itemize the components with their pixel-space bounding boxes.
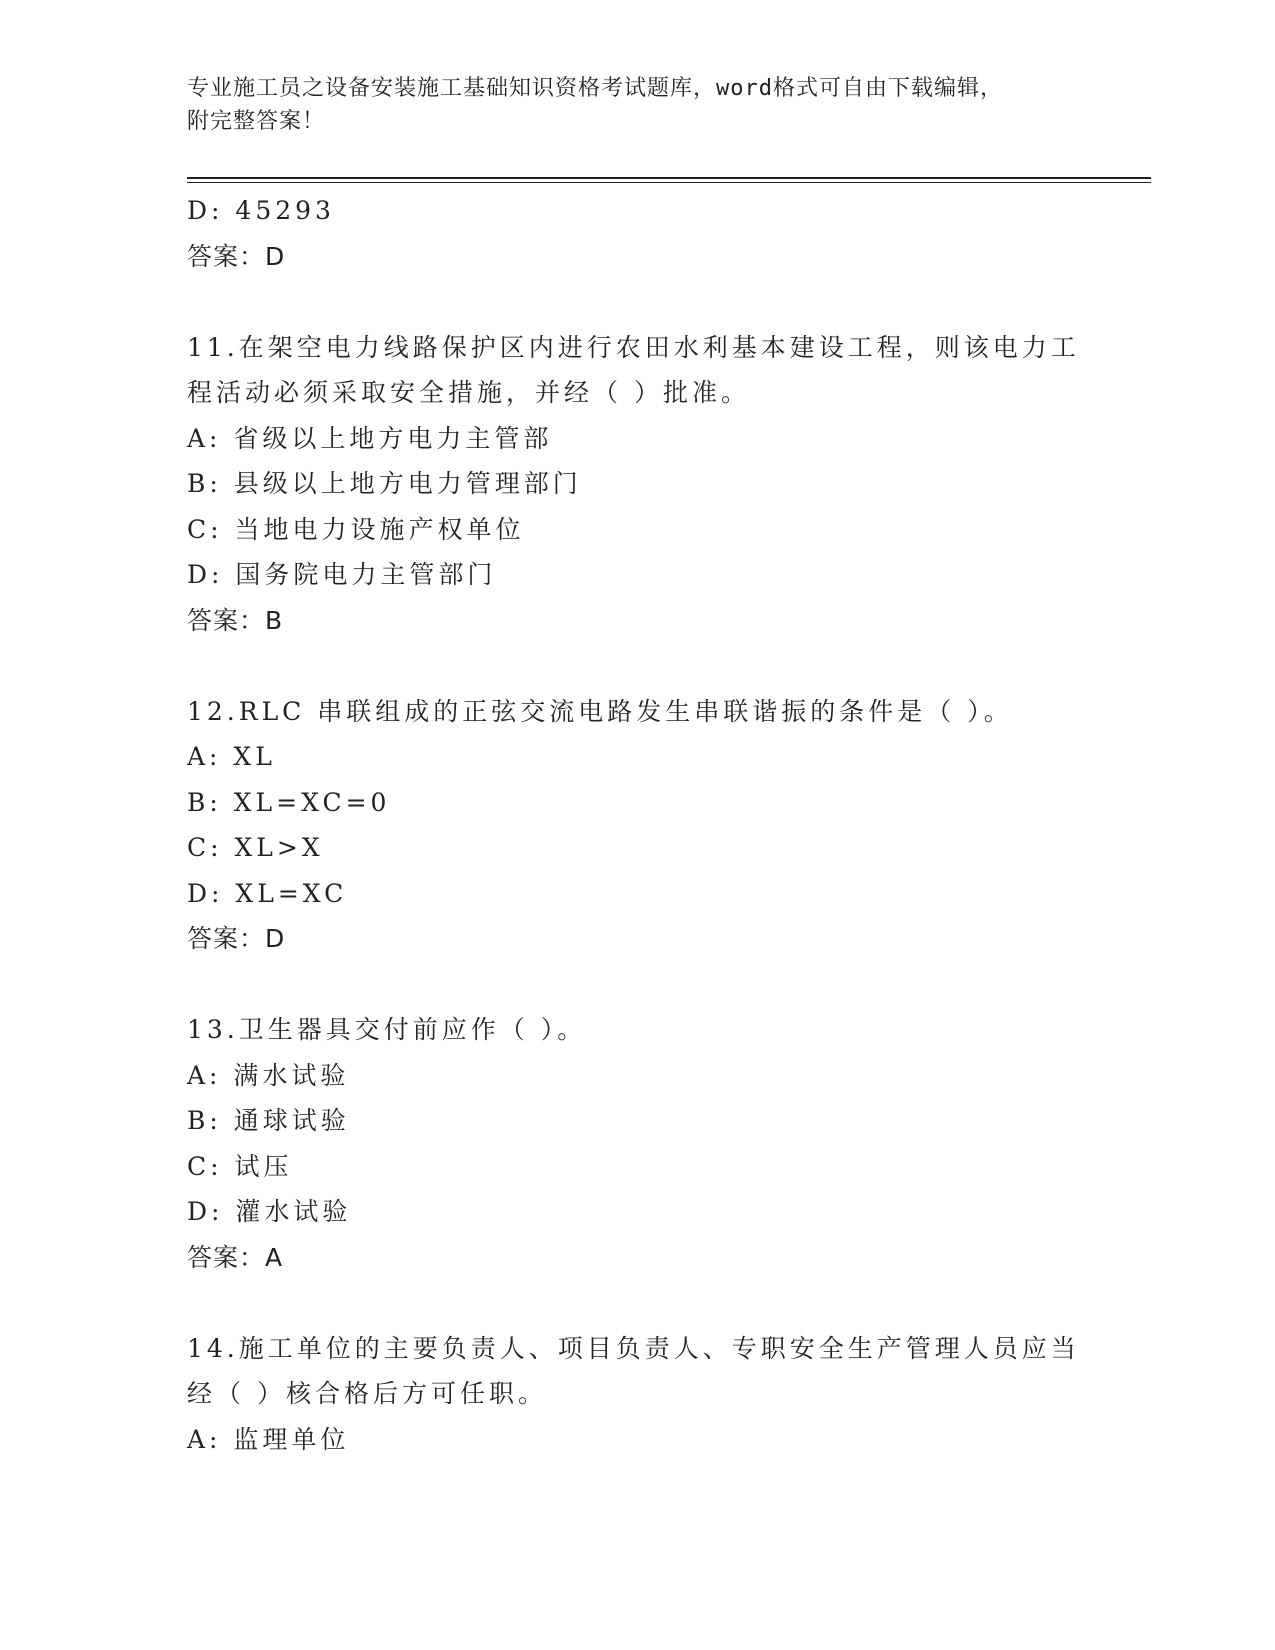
option-b: B: 县级以上地方电力管理部门 xyxy=(187,469,582,498)
answer-line: 答案：D xyxy=(187,924,286,953)
option-c: C: 试压 xyxy=(187,1151,293,1181)
question-11 xyxy=(187,325,1087,644)
question-stem: 程活动必须采取安全措施，并经（ ）批准。 xyxy=(187,378,750,407)
answer-line: 答案：B xyxy=(187,605,284,635)
answer-line: 答案：D xyxy=(187,241,286,271)
answer-line: 答案：A xyxy=(187,1242,284,1272)
question-list xyxy=(187,188,1087,1462)
question-stem: 14.施工单位的主要负责人、项目负责人、专职安全生产管理人员应当 xyxy=(187,1333,1080,1363)
document-header xyxy=(187,72,1087,138)
header-line-2: 附完整答案！ xyxy=(187,109,326,134)
option-line: D: 45293 xyxy=(187,196,335,225)
header-divider-thin xyxy=(187,182,1151,183)
header-divider-thick xyxy=(187,177,1151,179)
question-stem: 11.在架空电力线路保护区内进行农田水利基本建设工程，则该电力工 xyxy=(187,332,1080,362)
question-stem: 13.卫生器具交付前应作（ ）。 xyxy=(187,1015,587,1044)
spacer xyxy=(187,1280,1087,1326)
option-a: A: 省级以上地方电力主管部 xyxy=(187,423,553,453)
option-d: D: XL=XC xyxy=(187,878,348,908)
spacer xyxy=(187,962,1087,1008)
question-14 xyxy=(187,1326,1087,1463)
question-13 xyxy=(187,1007,1087,1280)
option-d: D: 灌水试验 xyxy=(187,1197,352,1226)
question-12 xyxy=(187,689,1087,962)
option-a: A: 满水试验 xyxy=(187,1060,350,1090)
option-a: A: 监理单位 xyxy=(187,1424,350,1454)
question-stem: 经（ ）核合格后方可任职。 xyxy=(187,1379,547,1408)
option-b: B: 通球试验 xyxy=(187,1106,350,1135)
option-b: B: XL=XC=0 xyxy=(187,787,391,817)
option-d: D: 国务院电力主管部门 xyxy=(187,560,497,589)
spacer xyxy=(187,643,1087,689)
option-c: C: XL>X xyxy=(187,833,324,862)
spacer xyxy=(187,279,1087,325)
header-line-1: 专业施工员之设备安装施工基础知识资格考试题库，word格式可自由下载编辑， xyxy=(187,76,1003,101)
question-stem: 12.RLC 串联组成的正弦交流电路发生串联谐振的条件是（ ）。 xyxy=(187,696,1013,726)
option-c: C: 当地电力设施产权单位 xyxy=(187,514,525,544)
option-a: A: XL xyxy=(187,742,276,771)
